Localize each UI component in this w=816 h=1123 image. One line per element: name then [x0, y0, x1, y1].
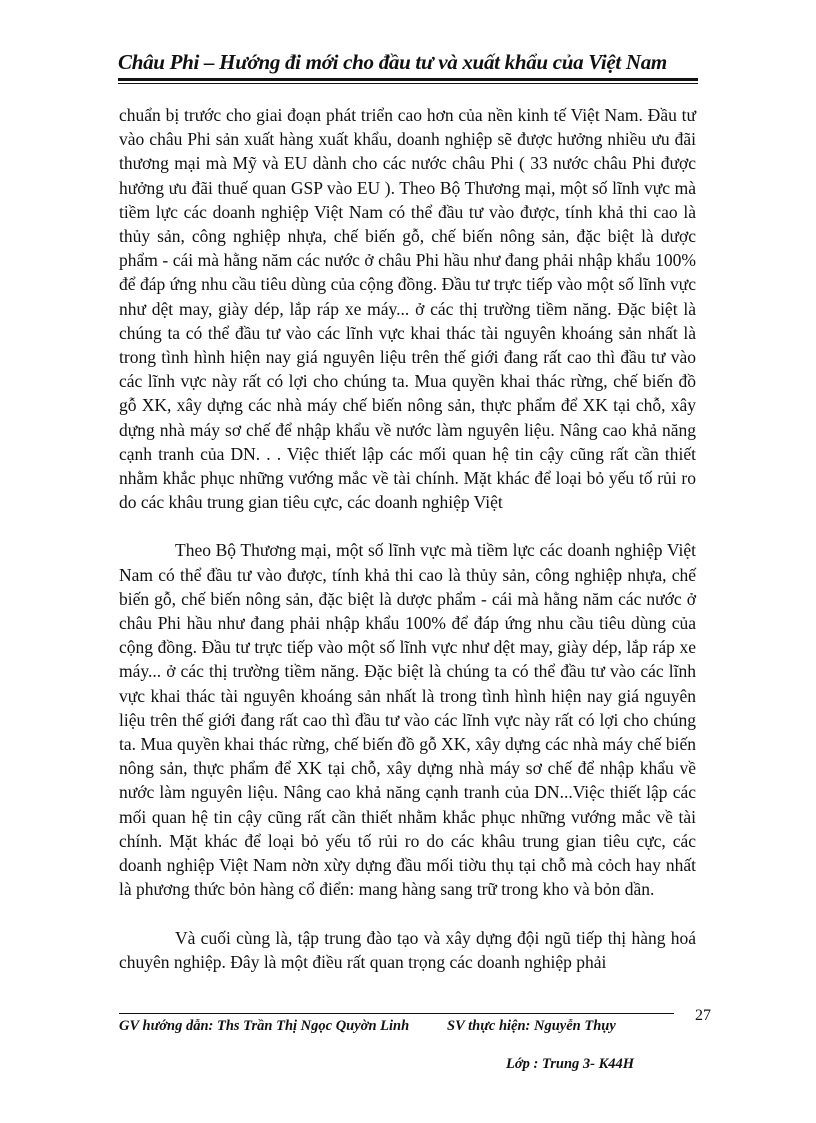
advisor-name: GV hướng dẫn: Ths Trần Thị Ngọc Quyờn Linh: [119, 1018, 410, 1034]
paragraph-3: Và cuối cùng là, tập trung đào tạo và xây dựng đội ngũ tiếp thị hàng hoá chuyên nghiệp. Đây là một điều rất quan trọng các doanh nghiệp phải: [119, 927, 696, 972]
body-text: [119, 103, 696, 974]
footer-info: [119, 1007, 711, 1084]
page-footer: [119, 1007, 711, 1084]
header-rule: [118, 78, 698, 81]
page-header: [118, 50, 698, 84]
student-name: SV thực hiện: Nguyễn Thụy: [447, 1018, 616, 1034]
page-number: 27: [695, 1007, 711, 1024]
paragraph-1: chuẩn bị trước cho giai đoạn phát triển cao hơn của nền kinh tế Việt Nam. Đầu tư vào châu Phi sản xuất hàng xuất khẩu, doanh nghiệp sẽ được hưởng nhiều ưu đãi thương mại mà Mỹ và EU dành cho các nước châu Phi ( 33 nước châu Phi được hưởng ưu đãi thuế quan GSP vào EU ). Theo Bộ Thương mại, một số lĩnh vực mà tiềm lực các doanh nghiệp Việt Nam có thể đầu tư vào được, tính khả thi cao là thủy sản, công nghiệp nhựa, chế biến gỗ, chế biến nông sản, đặc biệt là dược phẩm - cái mà hằng năm các nước ở châu Phi hầu như đang phải nhập khẩu 100% để đáp ứng nhu cầu tiêu dùng của cộng đồng. Đầu tư trực tiếp vào một số lĩnh vực như dệt may, giày dép, lắp ráp xe máy... ở các thị trường tiềm năng. Đặc biệt là chúng ta có thể đầu tư vào các lĩnh vực khai thác tài nguyên khoáng sản nhất là trong tình hình hiện nay giá nguyên liệu trên thế giới đang rất cao thì đầu tư vào các lĩnh vực này rất có lợi cho chúng ta. Mua quyền khai thác rừng, chế biến đồ gỗ XK, xây dựng các nhà máy chế biến nông sản, thực phẩm để XK tại chỗ, xây dựng nhà máy sơ chế để nhập khẩu về nước làm nguyên liệu. Nâng cao khả năng cạnh tranh của DN. . . Việc thiết lập các mối quan hệ tin cậy cũng rất cần thiết nhằm khắc phục những vướng mắc về tài chính. Mặt khác để loại bỏ yếu tố rủi ro do các khâu trung gian tiêu cực, các doanh nghiệp Việt: [119, 105, 696, 513]
header-title: Châu Phi – Hướng đi mới cho đầu tư và xuất khẩu của Việt Nam: [118, 50, 667, 74]
paragraph-2: Theo Bộ Thương mại, một số lĩnh vực mà tiềm lực các doanh nghiệp Việt Nam có thể đầu tư vào được, tính khả thi cao là thủy sản, công nghiệp nhựa, chế biến gỗ, chế biến nông sản, đặc biệt là dược phẩm - cái mà hằng năm các nước ở châu Phi hầu như đang phải nhập khẩu 100% để đáp ứng nhu cầu tiêu dùng của cộng đồng. Đầu tư trực tiếp vào một số lĩnh vực như dệt may, giày dép, lắp ráp xe máy... ở các thị trường tiềm năng. Đặc biệt là chúng ta có thể đầu tư vào các lĩnh vực khai thác tài nguyên khoáng sản nhất là trong tình hình hiện nay giá nguyên liệu trên thế giới đang rất cao thì đầu tư vào các lĩnh vực này rất có lợi cho chúng ta. Mua quyền khai thác rừng, chế biến đồ gỗ XK, xây dựng các nhà máy chế biến nông sản, thực phẩm để XK tại chỗ, xây dựng nhà máy sơ chế để nhập khẩu về nước làm nguyên liệu. Nâng cao khả năng cạnh tranh của DN...Việc thiết lập các mối quan hệ tin cậy cũng rất cần thiết nhằm khắc phục những vướng mắc về tài chính. Mặt khác để loại bỏ yếu tố rủi ro do các khâu trung gian tiêu cực, các doanh nghiệp Việt Nam nờn xừy dựng đầu mối tiờu thụ tại chỗ mà cỏch hay nhất là phương thức bỏn hàng cổ điển: mang hàng sang trữ trong kho và bỏn dần.: [119, 540, 696, 900]
header-rule-thin: [118, 83, 698, 84]
class-info: Lớp : Trung 3- K44H: [506, 1056, 635, 1072]
